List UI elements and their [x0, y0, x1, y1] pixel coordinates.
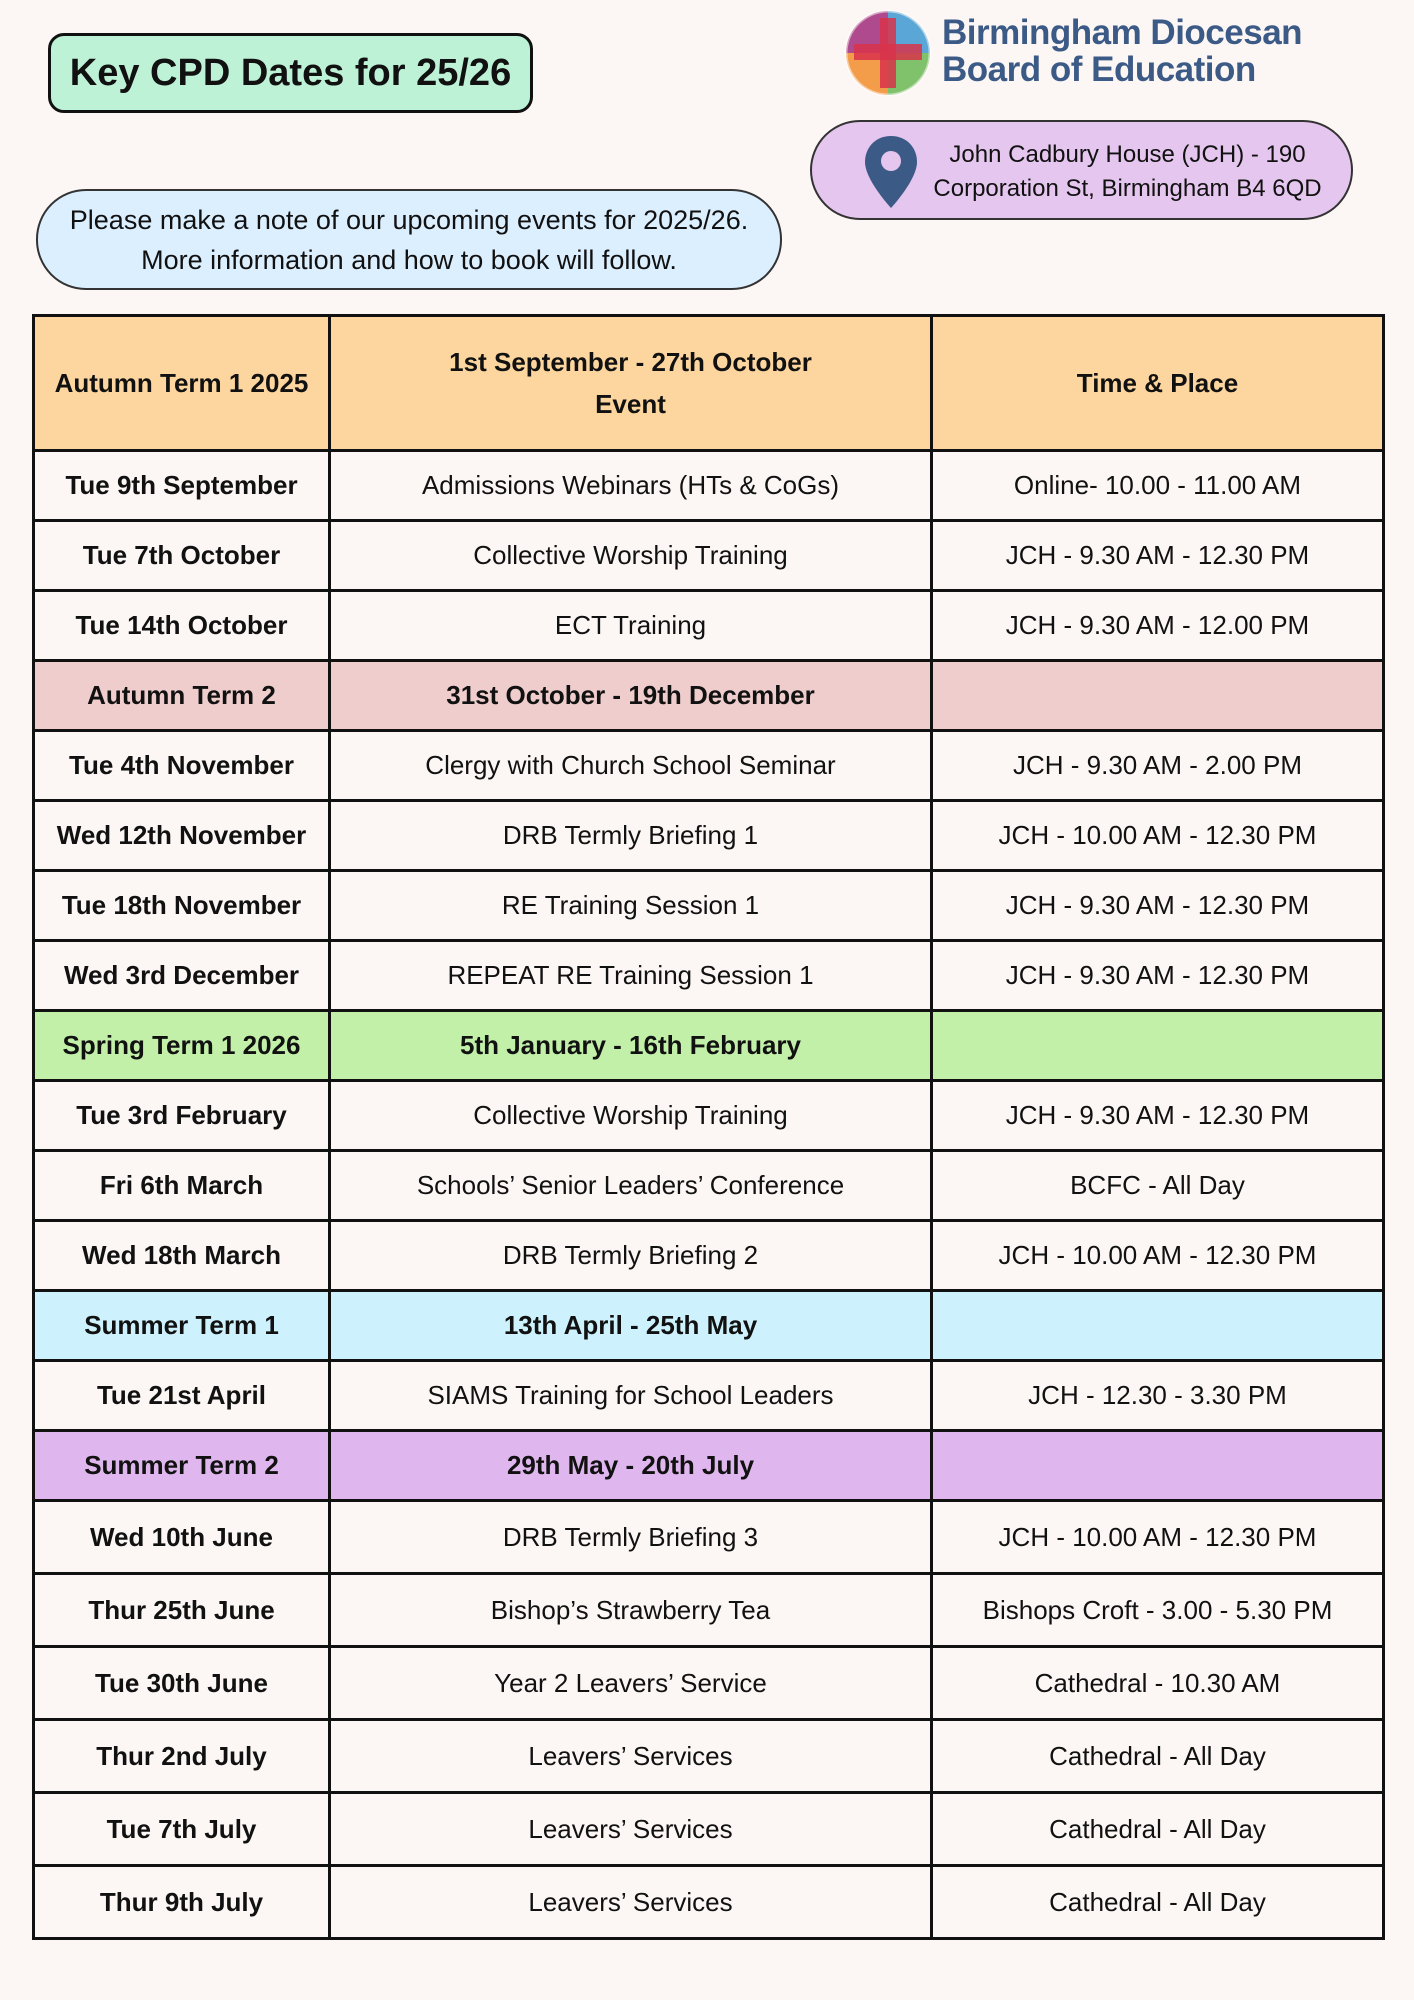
- table-row: [34, 521, 1384, 591]
- date-cell: Wed 12th November: [34, 801, 330, 871]
- note-box: [36, 189, 782, 290]
- table-row: [34, 1151, 1384, 1221]
- cpd-dates-table: [32, 314, 1385, 1940]
- event-cell: Collective Worship Training: [330, 1081, 932, 1151]
- table-row: [34, 591, 1384, 661]
- date-cell: Thur 9th July: [34, 1866, 330, 1939]
- time-place-cell: Cathedral - All Day: [932, 1720, 1384, 1793]
- map-pin-icon: [862, 134, 920, 210]
- header-event-label: Event: [595, 389, 666, 419]
- table-row: [34, 1361, 1384, 1431]
- term-time-place-cell: [932, 1291, 1384, 1361]
- date-cell: Wed 3rd December: [34, 941, 330, 1011]
- date-cell: Fri 6th March: [34, 1151, 330, 1221]
- header-time-place-cell: Time & Place: [932, 316, 1384, 451]
- header-term-cell: Autumn Term 1 2025: [34, 316, 330, 451]
- table-row: [34, 731, 1384, 801]
- date-cell: Tue 18th November: [34, 871, 330, 941]
- time-place-cell: BCFC - All Day: [932, 1151, 1384, 1221]
- event-cell: Clergy with Church School Seminar: [330, 731, 932, 801]
- note-line2: More information and how to book will follow.: [141, 244, 677, 275]
- event-cell: Leavers’ Services: [330, 1793, 932, 1866]
- table-row: [34, 451, 1384, 521]
- event-cell: Bishop’s Strawberry Tea: [330, 1574, 932, 1647]
- event-cell: ECT Training: [330, 591, 932, 661]
- table-row: [34, 1793, 1384, 1866]
- term-row: [34, 1291, 1384, 1361]
- date-cell: Tue 14th October: [34, 591, 330, 661]
- time-place-cell: JCH - 12.30 - 3.30 PM: [932, 1361, 1384, 1431]
- event-cell: Schools’ Senior Leaders’ Conference: [330, 1151, 932, 1221]
- address-line1: John Cadbury House (JCH) - 190: [949, 141, 1306, 168]
- table-row: [34, 801, 1384, 871]
- table-row: [34, 941, 1384, 1011]
- term-date-cell: Autumn Term 2: [34, 661, 330, 731]
- term-row: [34, 1011, 1384, 1081]
- header-event-cell: [330, 316, 932, 451]
- term-time-place-cell: [932, 1011, 1384, 1081]
- table-row: [34, 1574, 1384, 1647]
- term-date-cell: Summer Term 1: [34, 1291, 330, 1361]
- event-cell: Collective Worship Training: [330, 521, 932, 591]
- table-row: [34, 871, 1384, 941]
- date-cell: Tue 3rd February: [34, 1081, 330, 1151]
- time-place-cell: Cathedral - All Day: [932, 1866, 1384, 1939]
- date-cell: Tue 7th July: [34, 1793, 330, 1866]
- event-cell: SIAMS Training for School Leaders: [330, 1361, 932, 1431]
- time-place-cell: JCH - 9.30 AM - 12.00 PM: [932, 591, 1384, 661]
- event-cell: Leavers’ Services: [330, 1866, 932, 1939]
- time-place-cell: Bishops Croft - 3.00 - 5.30 PM: [932, 1574, 1384, 1647]
- org-name-line2: Board of Education: [942, 50, 1256, 89]
- event-cell: Leavers’ Services: [330, 1720, 932, 1793]
- table-header-row: [34, 316, 1384, 451]
- time-place-cell: Cathedral - 10.30 AM: [932, 1647, 1384, 1720]
- address-text: [922, 138, 1333, 206]
- time-place-cell: JCH - 9.30 AM - 12.30 PM: [932, 941, 1384, 1011]
- time-place-cell: JCH - 9.30 AM - 12.30 PM: [932, 871, 1384, 941]
- organisation-name: [942, 14, 1302, 88]
- date-cell: Tue 7th October: [34, 521, 330, 591]
- date-cell: Tue 4th November: [34, 731, 330, 801]
- term-event-cell: 31st October - 19th December: [330, 661, 932, 731]
- diocesan-cross-logo-icon: [840, 8, 936, 98]
- address-box: [810, 120, 1353, 220]
- header-dates: 1st September - 27th October: [449, 347, 812, 377]
- table-row: [34, 1647, 1384, 1720]
- table-row: [34, 1866, 1384, 1939]
- table-row: [34, 1720, 1384, 1793]
- date-cell: Tue 9th September: [34, 451, 330, 521]
- table-row: [34, 1501, 1384, 1574]
- time-place-cell: JCH - 9.30 AM - 2.00 PM: [932, 731, 1384, 801]
- event-cell: RE Training Session 1: [330, 871, 932, 941]
- term-event-cell: 13th April - 25th May: [330, 1291, 932, 1361]
- time-place-cell: JCH - 10.00 AM - 12.30 PM: [932, 1221, 1384, 1291]
- event-cell: REPEAT RE Training Session 1: [330, 941, 932, 1011]
- term-date-cell: Summer Term 2: [34, 1431, 330, 1501]
- date-cell: Wed 18th March: [34, 1221, 330, 1291]
- event-cell: Year 2 Leavers’ Service: [330, 1647, 932, 1720]
- note-line1: Please make a note of our upcoming events for 2025/26.: [69, 204, 749, 235]
- term-time-place-cell: [932, 661, 1384, 731]
- term-row: [34, 661, 1384, 731]
- date-cell: Tue 21st April: [34, 1361, 330, 1431]
- date-cell: Tue 30th June: [34, 1647, 330, 1720]
- time-place-cell: JCH - 10.00 AM - 12.30 PM: [932, 1501, 1384, 1574]
- term-event-cell: 5th January - 16th February: [330, 1011, 932, 1081]
- term-date-cell: Spring Term 1 2026: [34, 1011, 330, 1081]
- time-place-cell: JCH - 9.30 AM - 12.30 PM: [932, 1081, 1384, 1151]
- org-name-line1: Birmingham Diocesan: [942, 13, 1303, 52]
- time-place-cell: Cathedral - All Day: [932, 1793, 1384, 1866]
- term-event-cell: 29th May - 20th July: [330, 1431, 932, 1501]
- page-title: Key CPD Dates for 25/26: [48, 33, 533, 113]
- time-place-cell: JCH - 9.30 AM - 12.30 PM: [932, 521, 1384, 591]
- event-cell: DRB Termly Briefing 1: [330, 801, 932, 871]
- date-cell: Wed 10th June: [34, 1501, 330, 1574]
- event-cell: DRB Termly Briefing 2: [330, 1221, 932, 1291]
- date-cell: Thur 25th June: [34, 1574, 330, 1647]
- event-cell: Admissions Webinars (HTs & CoGs): [330, 451, 932, 521]
- address-line2: Corporation St, Birmingham B4 6QD: [933, 175, 1322, 202]
- date-cell: Thur 2nd July: [34, 1720, 330, 1793]
- table-row: [34, 1081, 1384, 1151]
- event-cell: DRB Termly Briefing 3: [330, 1501, 932, 1574]
- term-time-place-cell: [932, 1431, 1384, 1501]
- time-place-cell: JCH - 10.00 AM - 12.30 PM: [932, 801, 1384, 871]
- table-row: [34, 1221, 1384, 1291]
- term-row: [34, 1431, 1384, 1501]
- time-place-cell: Online- 10.00 - 11.00 AM: [932, 451, 1384, 521]
